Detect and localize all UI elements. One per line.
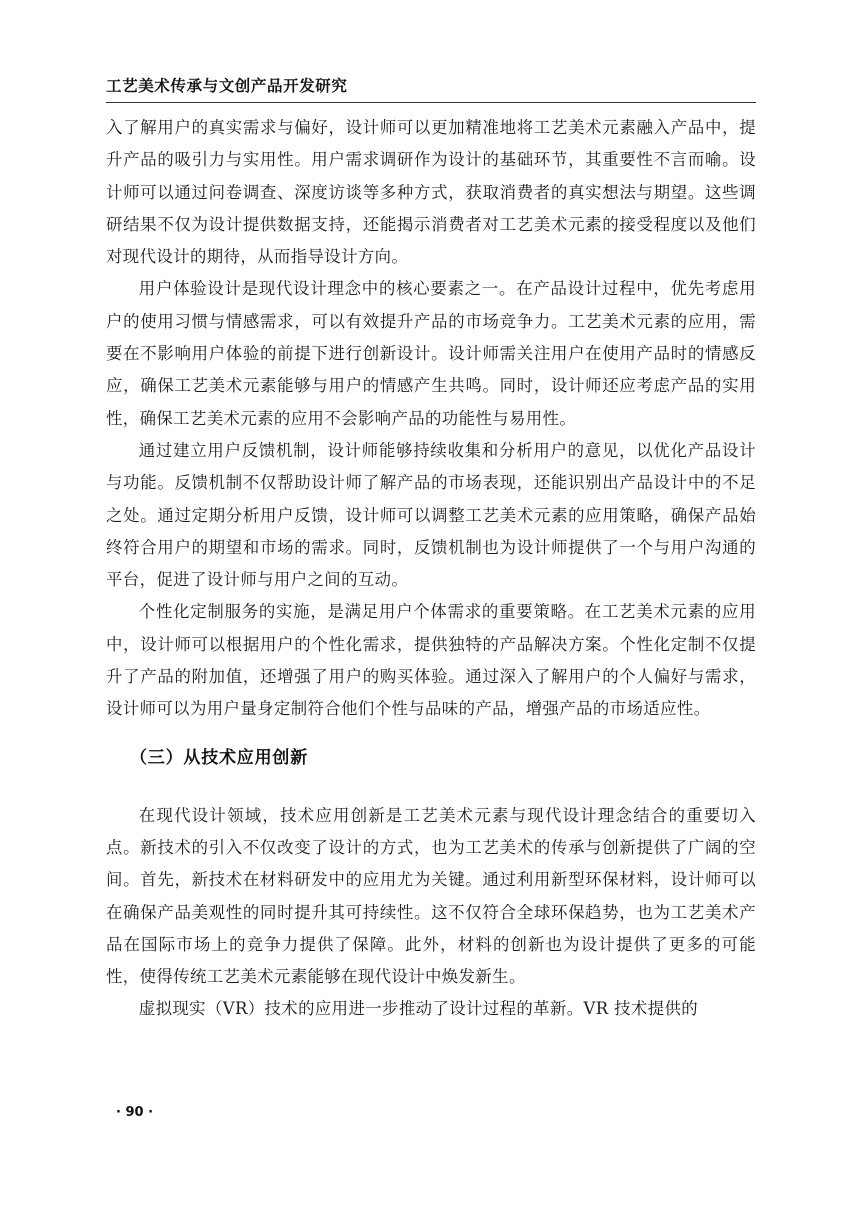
page-number: · 90 · <box>116 1105 154 1120</box>
page-body <box>106 112 756 1026</box>
paragraph: 用户体验设计是现代设计理念中的核心要素之一。在产品设计过程中，优先考虑用户的使用习惯与情感需求，可以有效提升产品的市场竞争力。工艺美术元素的应用，需要在不影响用户体验的前提下进行创新设计。设计师需关注用户在使用产品时的情感反应，确保工艺美术元素能够与用户的情感产生共鸣。同时，设计师还应考虑产品的实用性，确保工艺美术元素的应用不会影响产品的功能性与易用性。 <box>106 279 756 428</box>
section-heading: （三）从技术应用创新 <box>130 747 308 768</box>
book-title: 工艺美术传承与文创产品开发研究 <box>106 77 348 95</box>
running-header <box>106 74 756 103</box>
paragraph: 在现代设计领域，技术应用创新是工艺美术元素与现代设计理念结合的重要切入点。新技术的引入不仅改变了设计的方式，也为工艺美术的传承与创新提供了广阔的空间。首先，新技术在材料研发中的应用尤为关键。通过利用新型环保材料，设计师可以在确保产品美观性的同时提升其可持续性。这不仅符合全球环保趋势，也为工艺美术产品在国际市场上的竞争力提供了保障。此外，材料的创新也为设计提供了更多的可能性，使得传统工艺美术元素能够在现代设计中焕发新生。 <box>106 805 756 987</box>
paragraph: 个性化定制服务的实施，是满足用户个体需求的重要策略。在工艺美术元素的应用中，设计师可以根据用户的个性化需求，提供独特的产品解决方案。个性化定制不仅提升了产品的附加值，还增强了用户的购买体验。通过深入了解用户的个人偏好与需求，设计师可以为用户量身定制符合他们个性与品味的产品，增强产品的市场适应性。 <box>106 602 756 719</box>
paragraph: 入了解用户的真实需求与偏好，设计师可以更加精准地将工艺美术元素融入产品中，提升产品的吸引力与实用性。用户需求调研作为设计的基础环节，其重要性不言而喻。设计师可以通过问卷调查、深度访谈等多种方式，获取消费者的真实想法与期望。这些调研结果不仅为设计提供数据支持，还能揭示消费者对工艺美术元素的接受程度以及他们对现代设计的期待，从而指导设计方向。 <box>106 118 756 267</box>
paragraph: 虚拟现实（VR）技术的应用进一步推动了设计过程的革新。VR 技术提供的 <box>138 999 699 1019</box>
paragraph: 通过建立用户反馈机制，设计师能够持续收集和分析用户的意见，以优化产品设计与功能。反馈机制不仅帮助设计师了解产品的市场表现，还能识别出产品设计中的不足之处。通过定期分析用户反馈，设计师可以调整工艺美术元素的应用策略，确保产品始终符合用户的期望和市场的需求。同时，反馈机制也为设计师提供了一个与用户沟通的平台，促进了设计师与用户之间的互动。 <box>106 440 756 590</box>
